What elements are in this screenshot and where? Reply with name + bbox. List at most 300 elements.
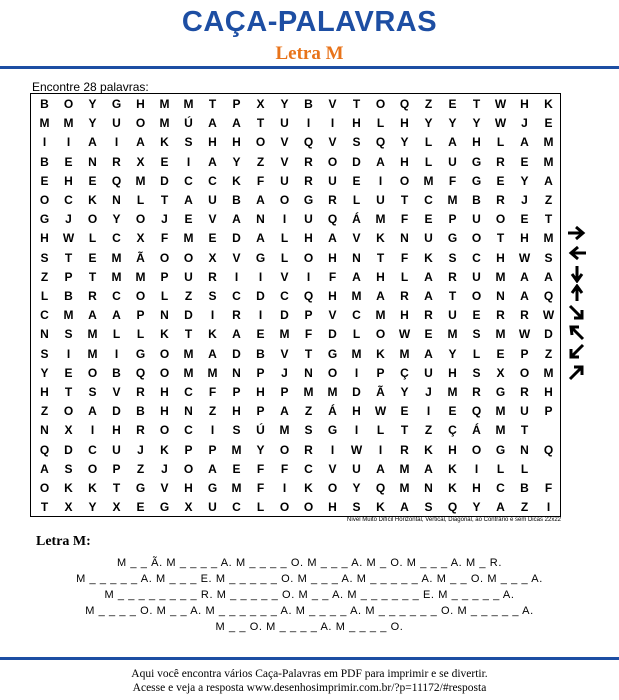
grid-letter[interactable]: M	[447, 327, 458, 342]
grid-letter[interactable]: Z	[40, 404, 49, 419]
grid-letter[interactable]: J	[425, 385, 432, 399]
grid-letter[interactable]: Q	[399, 97, 410, 111]
grid-letter[interactable]: L	[400, 269, 409, 284]
grid-letter[interactable]: O	[375, 97, 386, 111]
grid-letter[interactable]: K	[448, 481, 457, 495]
grid-letter[interactable]: A	[424, 269, 433, 284]
grid-letter[interactable]: Z	[304, 404, 313, 419]
grid-letter[interactable]: B	[40, 97, 49, 111]
grid-letter[interactable]: R	[304, 173, 313, 188]
grid-letter[interactable]: H	[304, 231, 313, 246]
grid-letter[interactable]: A	[88, 135, 97, 150]
grid-letter[interactable]: Y	[40, 365, 49, 380]
grid-letter[interactable]: O	[39, 481, 50, 495]
grid-letter[interactable]: Y	[352, 481, 361, 495]
grid-letter[interactable]: S	[64, 461, 73, 476]
grid-letter[interactable]: Z	[40, 269, 49, 284]
grid-letter[interactable]: P	[256, 365, 265, 380]
grid-letter[interactable]: A	[232, 327, 241, 342]
grid-letter[interactable]: O	[471, 231, 482, 246]
grid-letter[interactable]: A	[544, 269, 553, 284]
grid-letter[interactable]: A	[112, 308, 121, 323]
grid-letter[interactable]: T	[40, 500, 49, 515]
grid-letter[interactable]: P	[376, 365, 385, 380]
grid-letter[interactable]: I	[90, 423, 95, 438]
grid-letter[interactable]: L	[40, 289, 49, 303]
grid-letter[interactable]: H	[256, 385, 265, 399]
grid-letter[interactable]: M	[135, 269, 146, 284]
grid-letter[interactable]: R	[328, 193, 337, 207]
grid-letter[interactable]: D	[160, 173, 169, 188]
grid-letter[interactable]: R	[496, 193, 505, 207]
grid-letter[interactable]: I	[258, 269, 263, 284]
grid-letter[interactable]: W	[494, 97, 507, 111]
grid-letter[interactable]: F	[328, 269, 337, 284]
grid-letter[interactable]: X	[136, 231, 145, 246]
grid-letter[interactable]: W	[62, 231, 75, 246]
grid-letter[interactable]: H	[472, 135, 481, 150]
grid-letter[interactable]: Z	[136, 461, 145, 476]
grid-letter[interactable]: C	[232, 289, 241, 303]
grid-letter[interactable]: U	[112, 442, 121, 457]
grid-letter[interactable]: S	[472, 327, 481, 342]
grid-letter[interactable]: I	[330, 116, 335, 131]
grid-letter[interactable]: B	[40, 154, 49, 169]
grid-letter[interactable]: T	[208, 97, 217, 111]
grid-letter[interactable]: B	[520, 481, 529, 495]
grid-letter[interactable]: C	[352, 308, 361, 323]
grid-letter[interactable]: R	[472, 385, 481, 399]
grid-letter[interactable]: O	[159, 250, 170, 265]
grid-letter[interactable]: P	[520, 346, 529, 361]
grid-letter[interactable]: Y	[88, 500, 97, 515]
grid-letter[interactable]: A	[136, 135, 145, 150]
grid-letter[interactable]: O	[87, 212, 98, 227]
grid-letter[interactable]: K	[64, 481, 73, 495]
grid-letter[interactable]: T	[376, 250, 385, 265]
grid-letter[interactable]: H	[328, 500, 337, 515]
grid-letter[interactable]: T	[400, 423, 409, 438]
grid-letter[interactable]: N	[400, 231, 409, 246]
grid-letter[interactable]: T	[184, 327, 193, 342]
grid-letter[interactable]: I	[282, 481, 287, 495]
grid-letter[interactable]: O	[255, 135, 266, 150]
grid-letter[interactable]: E	[448, 97, 457, 111]
grid-letter[interactable]: G	[447, 231, 458, 246]
grid-letter[interactable]: I	[234, 269, 239, 284]
grid-letter[interactable]: T	[112, 481, 121, 495]
grid-letter[interactable]: V	[328, 97, 337, 111]
grid-letter[interactable]: T	[256, 116, 265, 131]
grid-letter[interactable]: H	[352, 404, 361, 419]
grid-letter[interactable]: Y	[88, 97, 97, 111]
grid-letter[interactable]: C	[280, 289, 289, 303]
grid-letter[interactable]: P	[136, 308, 145, 323]
grid-letter[interactable]: E	[400, 404, 409, 419]
grid-letter[interactable]: G	[327, 423, 338, 438]
grid-letter[interactable]: H	[40, 385, 49, 399]
grid-letter[interactable]: U	[352, 461, 361, 476]
grid-letter[interactable]: D	[544, 327, 553, 342]
grid-letter[interactable]: I	[306, 269, 311, 284]
grid-letter[interactable]: Ú	[256, 423, 265, 438]
grid-letter[interactable]: C	[184, 385, 193, 399]
grid-letter[interactable]: S	[448, 250, 457, 265]
grid-letter[interactable]: K	[160, 135, 169, 150]
grid-letter[interactable]: F	[304, 327, 313, 342]
grid-letter[interactable]: H	[328, 289, 337, 303]
grid-letter[interactable]: Y	[448, 346, 457, 361]
grid-letter[interactable]: M	[183, 97, 194, 111]
grid-letter[interactable]: N	[304, 365, 313, 380]
grid-letter[interactable]: C	[472, 250, 481, 265]
grid-letter[interactable]: L	[280, 250, 289, 265]
grid-letter[interactable]: C	[88, 442, 97, 457]
grid-letter[interactable]: L	[136, 327, 145, 342]
grid-letter[interactable]: P	[544, 404, 553, 419]
grid-letter[interactable]: O	[135, 116, 146, 131]
grid-letter[interactable]: M	[159, 97, 170, 111]
grid-letter[interactable]: E	[64, 365, 73, 380]
grid-letter[interactable]: M	[447, 385, 458, 399]
grid-letter[interactable]: Y	[448, 116, 457, 131]
grid-letter[interactable]: K	[160, 442, 169, 457]
grid-letter[interactable]: H	[232, 135, 241, 150]
grid-letter[interactable]: J	[161, 461, 168, 476]
grid-letter[interactable]: A	[232, 116, 241, 131]
grid-letter[interactable]: O	[159, 423, 170, 438]
grid-letter[interactable]: V	[328, 308, 337, 323]
grid-letter[interactable]: W	[398, 327, 411, 342]
grid-letter[interactable]: O	[183, 250, 194, 265]
grid-letter[interactable]: R	[496, 154, 505, 169]
grid-letter[interactable]: V	[280, 269, 289, 284]
grid-letter[interactable]: M	[39, 116, 50, 131]
grid-letter[interactable]: A	[376, 289, 385, 303]
grid-letter[interactable]: R	[136, 385, 145, 399]
grid-letter[interactable]: K	[160, 327, 169, 342]
grid-letter[interactable]: A	[424, 346, 433, 361]
grid-letter[interactable]: O	[303, 500, 314, 515]
grid-letter[interactable]: N	[496, 289, 505, 303]
grid-letter[interactable]: M	[375, 212, 386, 227]
grid-letter[interactable]: X	[136, 154, 145, 169]
grid-letter[interactable]: O	[327, 365, 338, 380]
grid-letter[interactable]: U	[376, 193, 385, 207]
grid-letter[interactable]: Q	[135, 365, 146, 380]
grid-letter[interactable]: B	[136, 404, 145, 419]
grid-letter[interactable]: R	[304, 154, 313, 169]
grid-letter[interactable]: Z	[544, 346, 553, 361]
grid-letter[interactable]: V	[232, 250, 241, 265]
grid-letter[interactable]: S	[64, 327, 73, 342]
grid-letter[interactable]: S	[184, 135, 193, 150]
grid-letter[interactable]: G	[303, 193, 314, 207]
grid-letter[interactable]: G	[327, 346, 338, 361]
grid-letter[interactable]: O	[375, 327, 386, 342]
grid-letter[interactable]: L	[352, 193, 361, 207]
grid-letter[interactable]: E	[520, 212, 529, 227]
grid-letter[interactable]: I	[330, 442, 335, 457]
grid-letter[interactable]: Q	[447, 500, 458, 515]
grid-letter[interactable]: A	[208, 461, 217, 476]
grid-letter[interactable]: U	[424, 365, 433, 380]
grid-letter[interactable]: X	[64, 423, 73, 438]
grid-letter[interactable]: S	[208, 289, 217, 303]
grid-letter[interactable]: O	[63, 404, 74, 419]
grid-letter[interactable]: O	[87, 461, 98, 476]
grid-letter[interactable]: H	[472, 481, 481, 495]
grid-letter[interactable]: K	[232, 173, 241, 188]
grid-letter[interactable]: T	[544, 212, 553, 227]
grid-letter[interactable]: F	[544, 481, 553, 495]
grid-letter[interactable]: V	[280, 135, 289, 150]
grid-letter[interactable]: Q	[327, 212, 338, 227]
grid-letter[interactable]: O	[495, 212, 506, 227]
grid-letter[interactable]: F	[400, 212, 409, 227]
grid-letter[interactable]: K	[208, 327, 217, 342]
grid-letter[interactable]: S	[40, 346, 49, 361]
grid-letter[interactable]: C	[184, 173, 193, 188]
grid-letter[interactable]: G	[471, 154, 482, 169]
grid-letter[interactable]: O	[327, 154, 338, 169]
grid-letter[interactable]: Z	[424, 97, 433, 111]
grid-letter[interactable]: M	[495, 327, 506, 342]
grid-letter[interactable]: F	[256, 461, 265, 476]
grid-letter[interactable]: U	[472, 212, 481, 227]
grid-letter[interactable]: F	[400, 250, 409, 265]
grid-letter[interactable]: V	[352, 231, 361, 246]
grid-letter[interactable]: P	[448, 212, 457, 227]
grid-letter[interactable]: H	[400, 116, 409, 131]
grid-letter[interactable]: T	[160, 193, 169, 207]
grid-letter[interactable]: Y	[232, 154, 241, 169]
grid-letter[interactable]: Z	[208, 404, 217, 419]
grid-letter[interactable]: H	[136, 97, 145, 111]
grid-letter[interactable]: A	[376, 154, 385, 169]
grid-letter[interactable]: I	[378, 442, 383, 457]
grid-letter[interactable]: J	[137, 442, 144, 457]
grid-letter[interactable]: C	[424, 193, 433, 207]
grid-letter[interactable]: M	[63, 116, 74, 131]
grid-letter[interactable]: Q	[375, 481, 386, 495]
grid-letter[interactable]: E	[352, 173, 361, 188]
grid-letter[interactable]: T	[448, 289, 457, 303]
grid-letter[interactable]: E	[496, 173, 505, 188]
grid-letter[interactable]: E	[184, 212, 193, 227]
grid-letter[interactable]: M	[543, 135, 554, 150]
grid-letter[interactable]: N	[160, 308, 169, 323]
grid-letter[interactable]: H	[160, 404, 169, 419]
grid-letter[interactable]: D	[352, 154, 361, 169]
grid-letter[interactable]: F	[448, 173, 457, 188]
grid-letter[interactable]: A	[520, 269, 529, 284]
grid-letter[interactable]: T	[496, 231, 505, 246]
grid-letter[interactable]: U	[424, 231, 433, 246]
grid-letter[interactable]: L	[112, 327, 121, 342]
grid-letter[interactable]: O	[159, 346, 170, 361]
grid-letter[interactable]: R	[136, 423, 145, 438]
grid-letter[interactable]: J	[281, 365, 288, 380]
grid-letter[interactable]: A	[424, 461, 433, 476]
grid-letter[interactable]: Y	[472, 500, 481, 515]
grid-letter[interactable]: M	[279, 423, 290, 438]
grid-letter[interactable]: S	[40, 250, 49, 265]
grid-letter[interactable]: I	[186, 154, 191, 169]
grid-letter[interactable]: O	[183, 461, 194, 476]
grid-letter[interactable]: M	[375, 308, 386, 323]
grid-letter[interactable]: M	[87, 346, 98, 361]
grid-letter[interactable]: E	[496, 346, 505, 361]
grid-letter[interactable]: T	[304, 346, 313, 361]
grid-letter[interactable]: Q	[303, 135, 314, 150]
grid-letter[interactable]: H	[352, 116, 361, 131]
grid-letter[interactable]: N	[112, 193, 121, 207]
grid-letter[interactable]: S	[88, 385, 97, 399]
grid-letter[interactable]: M	[423, 173, 434, 188]
grid-letter[interactable]: O	[399, 173, 410, 188]
grid-letter[interactable]: V	[112, 385, 121, 399]
grid-letter[interactable]: K	[376, 346, 385, 361]
grid-letter[interactable]: R	[400, 289, 409, 303]
grid-letter[interactable]: F	[280, 461, 289, 476]
grid-letter[interactable]: Q	[303, 289, 314, 303]
grid-letter[interactable]: U	[328, 173, 337, 188]
grid-letter[interactable]: Á	[472, 423, 481, 438]
grid-letter[interactable]: X	[496, 365, 505, 380]
grid-letter[interactable]: K	[544, 97, 553, 111]
grid-letter[interactable]: I	[354, 365, 359, 380]
grid-letter[interactable]: M	[183, 231, 194, 246]
grid-letter[interactable]: K	[376, 231, 385, 246]
grid-letter[interactable]: C	[112, 231, 121, 246]
grid-letter[interactable]: Q	[111, 173, 122, 188]
grid-letter[interactable]: D	[352, 385, 361, 399]
grid-letter[interactable]: R	[112, 154, 121, 169]
grid-letter[interactable]: Y	[424, 116, 433, 131]
grid-letter[interactable]: H	[400, 308, 409, 323]
grid-letter[interactable]: A	[280, 404, 289, 419]
grid-letter[interactable]: Q	[375, 135, 386, 150]
grid-letter[interactable]: Y	[112, 212, 121, 227]
grid-letter[interactable]: U	[520, 404, 529, 419]
grid-letter[interactable]: E	[208, 231, 217, 246]
grid-letter[interactable]: U	[184, 269, 193, 284]
grid-letter[interactable]: A	[376, 461, 385, 476]
grid-letter[interactable]: L	[376, 116, 385, 131]
grid-letter[interactable]: A	[328, 231, 337, 246]
grid-letter[interactable]: N	[232, 365, 241, 380]
grid-letter[interactable]: T	[64, 385, 73, 399]
grid-letter[interactable]: M	[399, 461, 410, 476]
grid-letter[interactable]: A	[232, 212, 241, 227]
grid-letter[interactable]: I	[378, 173, 383, 188]
grid-letter[interactable]: O	[39, 193, 50, 207]
grid-letter[interactable]: A	[544, 173, 553, 188]
grid-letter[interactable]: N	[424, 481, 433, 495]
grid-letter[interactable]: F	[256, 481, 265, 495]
grid-letter[interactable]: M	[447, 193, 458, 207]
grid-letter[interactable]: H	[160, 385, 169, 399]
grid-letter[interactable]: A	[208, 154, 217, 169]
grid-letter[interactable]: H	[112, 423, 121, 438]
grid-letter[interactable]: L	[280, 231, 289, 246]
grid-letter[interactable]: V	[280, 154, 289, 169]
grid-letter[interactable]: M	[495, 404, 506, 419]
grid-letter[interactable]: R	[304, 442, 313, 457]
grid-letter[interactable]: T	[88, 269, 97, 284]
grid-letter[interactable]: I	[474, 461, 479, 476]
grid-letter[interactable]: P	[112, 461, 121, 476]
grid-letter[interactable]: M	[231, 442, 242, 457]
grid-letter[interactable]: H	[400, 154, 409, 169]
grid-letter[interactable]: K	[448, 461, 457, 476]
grid-letter[interactable]: H	[520, 97, 529, 111]
grid-letter[interactable]: S	[232, 423, 241, 438]
grid-letter[interactable]: M	[495, 423, 506, 438]
grid-letter[interactable]: Q	[39, 442, 50, 457]
grid-letter[interactable]: N	[256, 212, 265, 227]
grid-letter[interactable]: H	[232, 404, 241, 419]
grid-letter[interactable]: A	[352, 269, 361, 284]
grid-letter[interactable]: G	[495, 385, 506, 399]
grid-letter[interactable]: Y	[256, 442, 265, 457]
grid-letter[interactable]: X	[184, 500, 193, 515]
grid-letter[interactable]: A	[496, 500, 505, 515]
grid-letter[interactable]: D	[184, 308, 193, 323]
grid-letter[interactable]: R	[424, 308, 433, 323]
grid-letter[interactable]: A	[88, 404, 97, 419]
grid-letter[interactable]: U	[304, 212, 313, 227]
grid-letter[interactable]: X	[256, 97, 265, 111]
grid-letter[interactable]: D	[280, 308, 289, 323]
grid-letter[interactable]: K	[424, 442, 433, 457]
grid-letter[interactable]: U	[112, 116, 121, 131]
grid-letter[interactable]: M	[183, 346, 194, 361]
grid-letter[interactable]: F	[208, 385, 217, 399]
grid-letter[interactable]: S	[424, 500, 433, 515]
grid-letter[interactable]: C	[496, 481, 505, 495]
grid-letter[interactable]: L	[496, 461, 505, 476]
grid-letter[interactable]: O	[327, 481, 338, 495]
grid-letter[interactable]: U	[208, 500, 217, 515]
grid-letter[interactable]: M	[399, 346, 410, 361]
grid-letter[interactable]: A	[208, 346, 217, 361]
grid-letter[interactable]: K	[424, 250, 433, 265]
grid-letter[interactable]: G	[135, 481, 146, 495]
grid-letter[interactable]: I	[546, 500, 551, 515]
grid-letter[interactable]: Ç	[448, 423, 457, 438]
grid-letter[interactable]: N	[40, 327, 49, 342]
grid-letter[interactable]: G	[495, 442, 506, 457]
grid-letter[interactable]: L	[88, 231, 97, 246]
grid-letter[interactable]: P	[280, 385, 289, 399]
grid-letter[interactable]: L	[520, 461, 529, 476]
grid-letter[interactable]: T	[472, 97, 481, 111]
grid-letter[interactable]: W	[374, 404, 387, 419]
grid-letter[interactable]: G	[39, 212, 50, 227]
grid-letter[interactable]: F	[256, 173, 265, 188]
grid-letter[interactable]: O	[159, 365, 170, 380]
grid-letter[interactable]: A	[448, 135, 457, 150]
grid-letter[interactable]: L	[472, 346, 481, 361]
grid-letter[interactable]: P	[304, 308, 313, 323]
grid-letter[interactable]: E	[88, 250, 97, 265]
grid-letter[interactable]: L	[160, 289, 169, 303]
grid-letter[interactable]: O	[303, 250, 314, 265]
grid-letter[interactable]: I	[354, 423, 359, 438]
grid-letter[interactable]: Y	[88, 116, 97, 131]
